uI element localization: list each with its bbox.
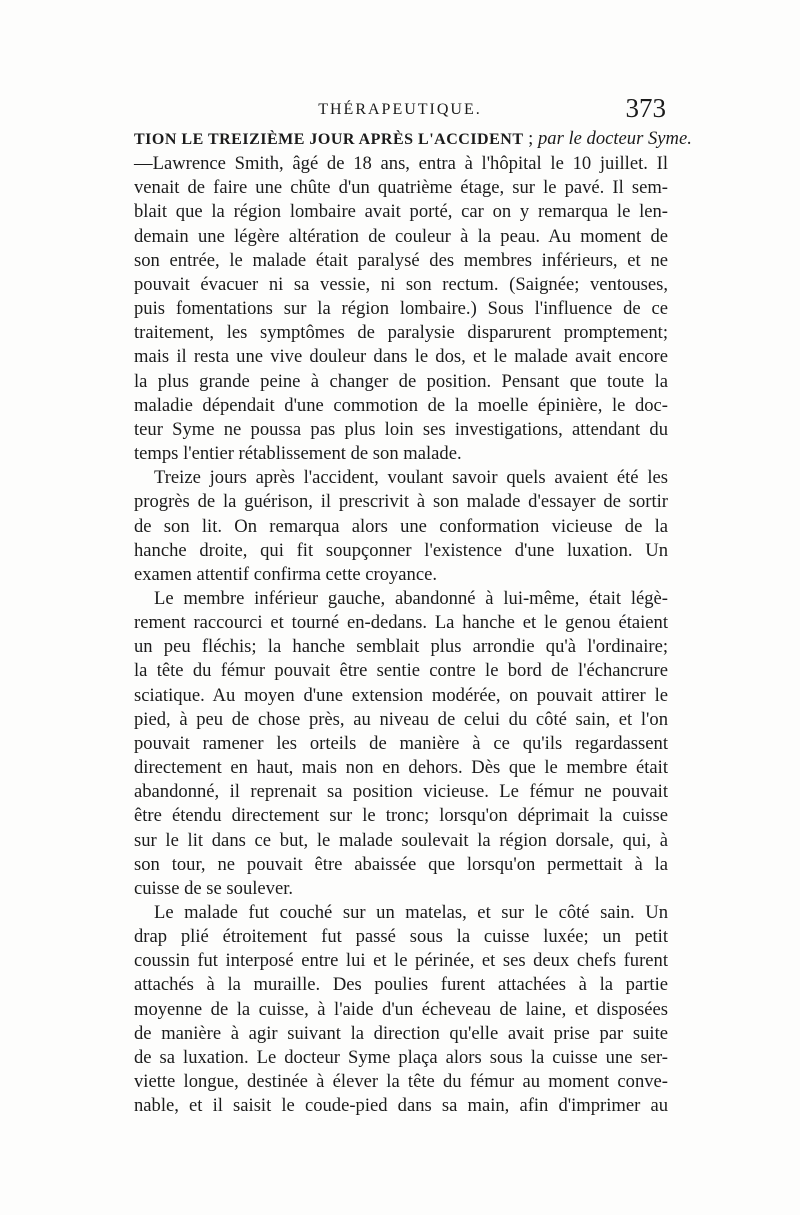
text-line: attachés à la muraille. Des poulies furent attachées à la partie: [134, 974, 668, 996]
text-line: pouvait ramener les orteils de manière à ce qu'ils regardassent: [134, 732, 668, 754]
author-attribution: par le docteur Syme.: [537, 128, 692, 149]
text-line: moyenne de la cuisse, à l'aide d'un écheveau de laine, et disposées: [134, 998, 668, 1020]
text-line: son entrée, le malade était paralysé des membres inférieurs, et ne: [134, 249, 668, 271]
paragraph-p1: [134, 127, 692, 466]
text-line: puis fomentations sur la région lombaire.) Sous l'influence de ce: [134, 298, 668, 320]
text-line: pied, à peu de chose près, au niveau de celui du côté sain, et l'on: [134, 708, 668, 730]
text-line: abandonné, il reprenait sa position vicieuse. Le fémur ne pouvait: [134, 781, 668, 803]
text-line: être étendu directement sur le tronc; lorsqu'on déprimait la cuisse: [134, 805, 668, 827]
text-line: venait de faire une chûte d'un quatrième étage, sur le pavé. Il sem-: [134, 177, 668, 199]
text-line: nable, et il saisit le coude-pied dans sa main, afin d'imprimer au: [134, 1095, 668, 1117]
text-line: coussin fut interposé entre lui et le périnée, et ses deux chefs furent: [134, 950, 668, 972]
text-line: hanche droite, qui fit soupçonner l'existence d'une luxation. Un: [134, 539, 668, 561]
text-line: de son lit. On remarqua alors une conformation vicieuse de la: [134, 515, 668, 537]
text-line: pouvait évacuer ni sa vessie, ni son rectum. (Saignée; ventouses,: [134, 273, 668, 295]
paragraph-p2: [134, 466, 668, 587]
page-number: 373: [625, 93, 666, 123]
paragraph-p4: [134, 901, 668, 1118]
text-line: de sa luxation. Le docteur Syme plaça alors sous la cuisse une ser-: [134, 1046, 668, 1068]
text-line: maladie dépendait d'une commotion de la moelle épinière, le doc-: [134, 394, 668, 416]
text-line: examen attentif confirma cette croyance.: [134, 563, 438, 585]
text-line: drap plié étroitement fut passé sous la cuisse luxée; un petit: [134, 926, 668, 948]
text-line: Le membre inférieur gauche, abandonné à lui-même, était légè-: [154, 587, 668, 609]
text-line: [134, 127, 692, 152]
text-line: sur le lit dans ce but, le malade soulevait la région dorsale, qui, à: [134, 829, 668, 851]
body-text: [134, 127, 692, 1118]
text-line: un peu fléchis; la hanche semblait plus arrondie qu'à l'ordinaire;: [134, 636, 668, 658]
section-heading-smallcaps: TION LE TREIZIÈME JOUR APRÈS L'ACCIDENT: [134, 131, 524, 148]
punctuation: ;: [523, 128, 538, 149]
text-line: sciatique. Au moyen d'une extension modérée, on pouvait attirer le: [134, 684, 668, 706]
text-line: la tête du fémur pouvait être sentie contre le bord de l'échancrure: [134, 660, 668, 682]
text-line: progrès de la guérison, il prescrivit à son malade d'essayer de sortir: [134, 491, 668, 513]
text-line: mais il resta une vive douleur dans le dos, et le malade avait encore: [134, 346, 668, 368]
text-line: teur Syme ne poussa pas plus loin ses investigations, attendant du: [134, 418, 668, 440]
text-line: cuisse de se soulever.: [134, 877, 294, 899]
paragraph-p3: [134, 587, 668, 901]
text-line: blait que la région lombaire avait porté, car on y remarqua le len-: [134, 201, 668, 223]
page-header: [132, 95, 668, 125]
text-line: Treize jours après l'accident, voulant savoir quels avaient été les: [154, 467, 668, 489]
text-line: rement raccourci et tourné en-dedans. La hanche et le genou étaient: [134, 612, 668, 634]
text-line: son tour, ne pouvait être abaissée que lorsqu'on permettait à la: [134, 853, 668, 875]
text-line: —Lawrence Smith, âgé de 18 ans, entra à l'hôpital le 10 juillet. Il: [134, 153, 668, 175]
text-line: traitement, les symptômes de paralysie disparurent promptement;: [134, 322, 668, 344]
text-line: la plus grande peine à changer de position. Pensant que toute la: [134, 370, 668, 392]
text-line: de manière à agir suivant la direction qu'elle avait prise par suite: [134, 1022, 668, 1044]
text-line: demain une légère altération de couleur à la peau. Au moment de: [134, 225, 668, 247]
text-line: Le malade fut couché sur un matelas, et sur le côté sain. Un: [154, 902, 668, 923]
text-line: temps l'entier rétablissement de son malade.: [134, 443, 462, 465]
text-line: directement en haut, mais non en dehors. Dès que le membre était: [134, 757, 668, 779]
text-line: viette longue, destinée à élever la tête du fémur au moment conve-: [134, 1071, 668, 1093]
running-title: THÉRAPEUTIQUE.: [318, 101, 482, 118]
